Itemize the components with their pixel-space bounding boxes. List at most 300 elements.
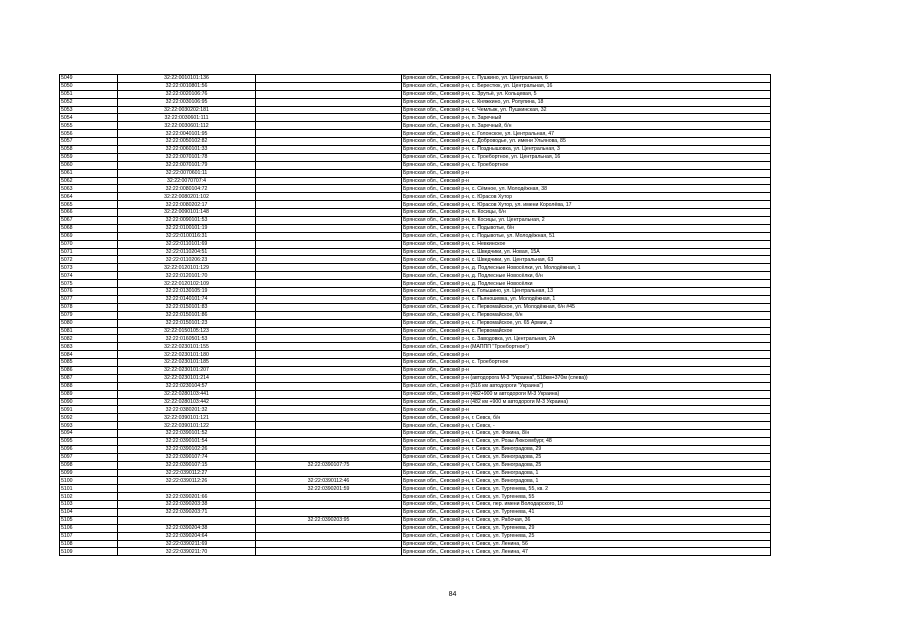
address-cell: Брянская обл., Севский р-н, д. Подлесные Новосёлки — [402, 280, 771, 288]
row-number-cell: 5050 — [60, 82, 118, 90]
table-row — [60, 240, 771, 248]
cadastral-number-cell: 32:22:0110204:51 — [118, 248, 256, 256]
table-row — [60, 232, 771, 240]
table-row — [60, 469, 771, 477]
previous-cadastral-number-cell — [256, 319, 402, 327]
cadastral-number-cell: 32:22:0130105:19 — [118, 288, 256, 296]
table-row — [60, 90, 771, 98]
address-cell: Брянская обл., Севский р-н, с. Шведчики, ул. Центральная, 63 — [402, 256, 771, 264]
cadastral-number-cell: 32:22:0070601:11 — [118, 169, 256, 177]
cadastral-number-cell: 32:22:0150101:83 — [118, 303, 256, 311]
table-row — [60, 177, 771, 185]
address-cell: Брянская обл., Севский р-н, г. Севск, ул. Фокина, 8/н — [402, 430, 771, 438]
cadastral-number-cell: 32:22:0090101:53 — [118, 217, 256, 225]
table-row — [60, 114, 771, 122]
table-row — [60, 430, 771, 438]
table-row — [60, 343, 771, 351]
cadastral-number-cell: 32:22:0150101:23 — [118, 319, 256, 327]
previous-cadastral-number-cell — [256, 288, 402, 296]
table-row — [60, 311, 771, 319]
row-number-cell: 5055 — [60, 122, 118, 130]
cadastral-number-cell: 32:22:0080202:17 — [118, 201, 256, 209]
row-number-cell: 5083 — [60, 343, 118, 351]
address-cell: Брянская обл., Севский р-н, д. Подлесные Новосёлки, б/н — [402, 272, 771, 280]
row-number-cell: 5102 — [60, 493, 118, 501]
table-row — [60, 461, 771, 469]
table-row — [60, 130, 771, 138]
previous-cadastral-number-cell — [256, 540, 402, 548]
address-cell: Брянская обл., Севский р-н, г. Севск, ул. Виноградова, 1 — [402, 477, 771, 485]
address-cell: Брянская обл., Севский р-н, п. Заречный — [402, 114, 771, 122]
address-cell: Брянская обл., Севский р-н, с. Троебортное, ул. Центральная, 16 — [402, 153, 771, 161]
row-number-cell: 5096 — [60, 445, 118, 453]
table-row — [60, 185, 771, 193]
row-number-cell: 5073 — [60, 264, 118, 272]
address-cell: Брянская обл., Севский р-н, с. Первомайское, ул. Молодёжная, б/н #45 — [402, 303, 771, 311]
cadastral-number-cell: 32:22:0120101:70 — [118, 272, 256, 280]
row-number-cell: 5095 — [60, 437, 118, 445]
row-number-cell: 5105 — [60, 516, 118, 524]
previous-cadastral-number-cell — [256, 264, 402, 272]
table-row — [60, 485, 771, 493]
row-number-cell: 5106 — [60, 524, 118, 532]
table-row — [60, 248, 771, 256]
previous-cadastral-number-cell — [256, 248, 402, 256]
table-row — [60, 122, 771, 130]
previous-cadastral-number-cell — [256, 398, 402, 406]
address-cell: Брянская обл., Севский р-н — [402, 366, 771, 374]
previous-cadastral-number-cell — [256, 493, 402, 501]
previous-cadastral-number-cell — [256, 90, 402, 98]
cadastral-number-cell: 32:22:0020106:76 — [118, 90, 256, 98]
cadastral-number-cell: 32:22:0230104:57 — [118, 382, 256, 390]
table-row — [60, 153, 771, 161]
row-number-cell: 5077 — [60, 295, 118, 303]
table-row — [60, 75, 771, 83]
row-number-cell: 5072 — [60, 256, 118, 264]
address-cell: Брянская обл., Севский р-н, с. Сёмное, ул. Молодёжная, 38 — [402, 185, 771, 193]
previous-cadastral-number-cell — [256, 422, 402, 430]
row-number-cell: 5104 — [60, 508, 118, 516]
table-row — [60, 382, 771, 390]
address-cell: Брянская обл., Севский р-н, с. Юрасов Хутор — [402, 193, 771, 201]
cadastral-number-cell: 32:22:0050102:82 — [118, 138, 256, 146]
previous-cadastral-number-cell — [256, 217, 402, 225]
table-row — [60, 256, 771, 264]
table-row — [60, 524, 771, 532]
cadastral-number-cell: 32:22:0390107:74 — [118, 453, 256, 461]
address-cell: Брянская обл., Севский р-н, п. Заречный, б/н — [402, 122, 771, 130]
cadastral-number-cell: 32:22:0100101:19 — [118, 224, 256, 232]
address-cell: Брянская обл., Севский р-н, с. Подывотье, ул. Молодёжная, 51 — [402, 232, 771, 240]
address-cell: Брянская обл., Севский р-н, г. Севск, ул. Виноградова, 29 — [402, 445, 771, 453]
row-number-cell: 5092 — [60, 414, 118, 422]
cadastral-number-cell: 32:22:0060101:33 — [118, 146, 256, 154]
row-number-cell: 5080 — [60, 319, 118, 327]
previous-cadastral-number-cell — [256, 366, 402, 374]
row-number-cell: 5065 — [60, 201, 118, 209]
cadastral-number-cell: 32:22:0140101:74 — [118, 295, 256, 303]
table-row — [60, 161, 771, 169]
table-row — [60, 501, 771, 509]
table-row — [60, 445, 771, 453]
previous-cadastral-number-cell — [256, 106, 402, 114]
row-number-cell: 5109 — [60, 548, 118, 556]
address-cell: Брянская обл., Севский р-н, с. Пьяношевка, ул. Молодёжная, 1 — [402, 295, 771, 303]
row-number-cell: 5079 — [60, 311, 118, 319]
table-row — [60, 406, 771, 414]
table-row — [60, 138, 771, 146]
previous-cadastral-number-cell — [256, 311, 402, 319]
cadastral-number-cell — [118, 485, 256, 493]
table-row — [60, 508, 771, 516]
table-row — [60, 288, 771, 296]
row-number-cell: 5107 — [60, 532, 118, 540]
previous-cadastral-number-cell: 32:22:0390107:75 — [256, 461, 402, 469]
previous-cadastral-number-cell — [256, 548, 402, 556]
address-cell: Брянская обл., Севский р-н (автодорога М-3 "Украина", 518км+370м (слева)) — [402, 374, 771, 382]
address-cell: Брянская обл., Севский р-н, г. Севск, б/н — [402, 414, 771, 422]
row-number-cell: 5091 — [60, 406, 118, 414]
address-cell: Брянская обл., Севский р-н, г. Севск, ул. Ленина, 56 — [402, 540, 771, 548]
cadastral-number-cell: 32:22:0390201:66 — [118, 493, 256, 501]
table-row — [60, 106, 771, 114]
row-number-cell: 5086 — [60, 366, 118, 374]
row-number-cell: 5060 — [60, 161, 118, 169]
table-row — [60, 532, 771, 540]
table-row — [60, 82, 771, 90]
previous-cadastral-number-cell — [256, 177, 402, 185]
previous-cadastral-number-cell — [256, 122, 402, 130]
row-number-cell: 5071 — [60, 248, 118, 256]
row-number-cell: 5070 — [60, 240, 118, 248]
table-row — [60, 272, 771, 280]
previous-cadastral-number-cell — [256, 501, 402, 509]
address-cell: Брянская обл., Севский р-н, п. Косицы, б/н — [402, 209, 771, 217]
cadastral-number-cell: 32:22:0390101:52 — [118, 430, 256, 438]
table-row — [60, 295, 771, 303]
address-cell: Брянская обл., Севский р-н, с. Первомайское, ул. 65 Армии, 2 — [402, 319, 771, 327]
row-number-cell: 5100 — [60, 477, 118, 485]
address-cell: Брянская обл., Севский р-н, с. Гольшино, ул. Центральная, 13 — [402, 288, 771, 296]
previous-cadastral-number-cell — [256, 153, 402, 161]
table-row — [60, 201, 771, 209]
row-number-cell: 5076 — [60, 288, 118, 296]
cadastral-number-cell — [118, 516, 256, 524]
address-cell: Брянская обл., Севский р-н (482 км +900 м автодороги М-3 Украина) — [402, 398, 771, 406]
cadastral-number-cell: 32:22:0390203:38 — [118, 501, 256, 509]
address-cell: Брянская обл., Севский р-н, г. Севск, ул. Ленина, 47 — [402, 548, 771, 556]
address-cell: Брянская обл., Севский р-н, г. Севск, ул. Рабочая, 36 — [402, 516, 771, 524]
previous-cadastral-number-cell — [256, 335, 402, 343]
address-cell: Брянская обл., Севский р-н — [402, 169, 771, 177]
address-cell: Брянская обл., Севский р-н, г. Севск, ул. Виноградова, 1 — [402, 469, 771, 477]
register-table-body — [60, 75, 771, 556]
table-row — [60, 359, 771, 367]
address-cell: Брянская обл., Севский р-н, с. Троебортное — [402, 359, 771, 367]
cadastral-number-cell: 32:22:0230101:180 — [118, 351, 256, 359]
cadastral-number-cell: 32:22:0100116:31 — [118, 232, 256, 240]
cadastral-number-cell: 32:22:0010101:136 — [118, 75, 256, 83]
cadastral-number-cell: 32:22:0230101:185 — [118, 359, 256, 367]
table-row — [60, 477, 771, 485]
previous-cadastral-number-cell — [256, 295, 402, 303]
address-cell: Брянская обл., Севский р-н, г. Севск, ул. Тургенева, 55, кв. 2 — [402, 485, 771, 493]
cadastral-number-cell: 32:22:0390203:71 — [118, 508, 256, 516]
cadastral-number-cell: 32:22:0090101:148 — [118, 209, 256, 217]
cadastral-number-cell: 32:22:0030106:95 — [118, 98, 256, 106]
previous-cadastral-number-cell — [256, 169, 402, 177]
previous-cadastral-number-cell — [256, 303, 402, 311]
row-number-cell: 5074 — [60, 272, 118, 280]
table-row — [60, 327, 771, 335]
row-number-cell: 5052 — [60, 98, 118, 106]
address-cell: Брянская обл., Севский р-н, г. Севск, ул. Розы Люксембург, 48 — [402, 437, 771, 445]
row-number-cell: 5093 — [60, 422, 118, 430]
previous-cadastral-number-cell — [256, 414, 402, 422]
cadastral-number-cell: 32:22:0390107:15 — [118, 461, 256, 469]
row-number-cell: 5068 — [60, 224, 118, 232]
row-number-cell: 5051 — [60, 90, 118, 98]
previous-cadastral-number-cell — [256, 209, 402, 217]
property-register-table — [59, 74, 771, 556]
cadastral-number-cell: 32:22:0030202:181 — [118, 106, 256, 114]
row-number-cell: 5090 — [60, 398, 118, 406]
table-row — [60, 209, 771, 217]
address-cell: Брянская обл., Севский р-н, с. Берестюк, ул. Центральная, 16 — [402, 82, 771, 90]
row-number-cell: 5058 — [60, 146, 118, 154]
address-cell: Брянская обл., Севский р-н, с. Пушкино, ул. Центральная, 6 — [402, 75, 771, 83]
row-number-cell: 5085 — [60, 359, 118, 367]
row-number-cell: 5054 — [60, 114, 118, 122]
address-cell: Брянская обл., Севский р-н, с. Доброводье, ул. имени Ульянова, 85 — [402, 138, 771, 146]
previous-cadastral-number-cell — [256, 453, 402, 461]
previous-cadastral-number-cell: 32:22:0390112:46 — [256, 477, 402, 485]
table-row — [60, 217, 771, 225]
row-number-cell: 5057 — [60, 138, 118, 146]
address-cell: Брянская обл., Севский р-н, д. Подлесные Новосёлки, ул. Молодёжная, 1 — [402, 264, 771, 272]
previous-cadastral-number-cell — [256, 437, 402, 445]
cadastral-number-cell: 32:22:0120101:129 — [118, 264, 256, 272]
previous-cadastral-number-cell — [256, 382, 402, 390]
previous-cadastral-number-cell — [256, 130, 402, 138]
cadastral-number-cell: 32:22:0150105:123 — [118, 327, 256, 335]
address-cell: Брянская обл., Севский р-н, г. Севск, ул. Тургенева, 55 — [402, 493, 771, 501]
previous-cadastral-number-cell — [256, 114, 402, 122]
row-number-cell: 5108 — [60, 540, 118, 548]
row-number-cell: 5088 — [60, 382, 118, 390]
table-row — [60, 264, 771, 272]
previous-cadastral-number-cell: 32:22:0390201:59 — [256, 485, 402, 493]
cadastral-number-cell: 32:22:0280103:441 — [118, 390, 256, 398]
row-number-cell: 5049 — [60, 75, 118, 83]
previous-cadastral-number-cell — [256, 240, 402, 248]
address-cell: Брянская обл., Севский р-н, г. Севск, ул. Тургенева, 25 — [402, 532, 771, 540]
row-number-cell: 5097 — [60, 453, 118, 461]
previous-cadastral-number-cell — [256, 430, 402, 438]
address-cell: Брянская обл., Севский р-н, с. Первомайское, б/н — [402, 311, 771, 319]
cadastral-number-cell: 32:22:0280103:442 — [118, 398, 256, 406]
table-row — [60, 390, 771, 398]
row-number-cell: 5087 — [60, 374, 118, 382]
address-cell: Брянская обл., Севский р-н, г. Севск, ул. Тургенева, 29 — [402, 524, 771, 532]
row-number-cell: 5099 — [60, 469, 118, 477]
previous-cadastral-number-cell — [256, 82, 402, 90]
cadastral-number-cell: 32:22:0390102:26 — [118, 445, 256, 453]
previous-cadastral-number-cell — [256, 146, 402, 154]
table-row — [60, 422, 771, 430]
row-number-cell: 5059 — [60, 153, 118, 161]
table-row — [60, 335, 771, 343]
cadastral-number-cell: 32:22:0160501:53 — [118, 335, 256, 343]
address-cell: Брянская обл., Севский р-н, с. Подывотье, б/н — [402, 224, 771, 232]
address-cell: Брянская обл., Севский р-н, г. Севск, пер. имени Володарского, 10 — [402, 501, 771, 509]
row-number-cell: 5098 — [60, 461, 118, 469]
table-row — [60, 540, 771, 548]
cadastral-number-cell: 32:22:0390211:69 — [118, 540, 256, 548]
row-number-cell: 5056 — [60, 130, 118, 138]
row-number-cell: 5089 — [60, 390, 118, 398]
address-cell: Брянская обл., Севский р-н (МАППП "Троебортное") — [402, 343, 771, 351]
table-row — [60, 516, 771, 524]
address-cell: Брянская обл., Севский р-н (516 км автодороги "Украина") — [402, 382, 771, 390]
previous-cadastral-number-cell — [256, 224, 402, 232]
previous-cadastral-number-cell — [256, 374, 402, 382]
cadastral-number-cell: 32:22:0030601:112 — [118, 122, 256, 130]
address-cell: Брянская обл., Севский р-н, г. Севск, ул. Виноградова, 25 — [402, 453, 771, 461]
table-row — [60, 319, 771, 327]
previous-cadastral-number-cell — [256, 272, 402, 280]
address-cell: Брянская обл., Севский р-н, г. Севск, ул. Тургенева, 41 — [402, 508, 771, 516]
cadastral-number-cell: 32:22:0230101:214 — [118, 374, 256, 382]
table-row — [60, 169, 771, 177]
row-number-cell: 5064 — [60, 193, 118, 201]
address-cell: Брянская обл., Севский р-н, с. Зрутьё, ул. Кольцевая, 5 — [402, 90, 771, 98]
cadastral-number-cell: 32:22:0080201:102 — [118, 193, 256, 201]
cadastral-number-cell: 32:22:0110206:23 — [118, 256, 256, 264]
previous-cadastral-number-cell — [256, 406, 402, 414]
previous-cadastral-number-cell — [256, 343, 402, 351]
row-number-cell: 5066 — [60, 209, 118, 217]
cadastral-number-cell: 32:22:0120102:109 — [118, 280, 256, 288]
cadastral-number-cell: 32:22:0040101:95 — [118, 130, 256, 138]
address-cell: Брянская обл., Севский р-н, с. Юрасов Хутор, ул. имени Королёва, 17 — [402, 201, 771, 209]
address-cell: Брянская обл., Севский р-н — [402, 406, 771, 414]
table-row — [60, 224, 771, 232]
row-number-cell: 5094 — [60, 430, 118, 438]
table-row — [60, 303, 771, 311]
cadastral-number-cell: 32:22:0390211:70 — [118, 548, 256, 556]
row-number-cell: 5067 — [60, 217, 118, 225]
address-cell: Брянская обл., Севский р-н (482+900 м автодороги М-3 Украина) — [402, 390, 771, 398]
previous-cadastral-number-cell — [256, 390, 402, 398]
row-number-cell: 5081 — [60, 327, 118, 335]
cadastral-number-cell: 32:22:0150101:86 — [118, 311, 256, 319]
cadastral-number-cell: 32:22:0070707:4 — [118, 177, 256, 185]
previous-cadastral-number-cell — [256, 469, 402, 477]
previous-cadastral-number-cell — [256, 232, 402, 240]
previous-cadastral-number-cell — [256, 201, 402, 209]
address-cell: Брянская обл., Севский р-н, с. Невкинское — [402, 240, 771, 248]
table-row — [60, 414, 771, 422]
cadastral-number-cell: 32:22:0080104:72 — [118, 185, 256, 193]
cadastral-number-cell: 32:22:0390112:26 — [118, 477, 256, 485]
previous-cadastral-number-cell — [256, 508, 402, 516]
cadastral-number-cell: 32:22:0230101:207 — [118, 366, 256, 374]
address-cell: Брянская обл., Севский р-н, с. Позднышовка, ул. Центральная, 3 — [402, 146, 771, 154]
address-cell: Брянская обл., Севский р-н, г. Севск, ул. Виноградова, 25 — [402, 461, 771, 469]
cadastral-number-cell: 32:22:0230101:155 — [118, 343, 256, 351]
previous-cadastral-number-cell — [256, 327, 402, 335]
cadastral-number-cell: 32:22:0390101:122 — [118, 422, 256, 430]
table-row — [60, 493, 771, 501]
address-cell: Брянская обл., Севский р-н, с. Голонское, ул. Центральная, 47 — [402, 130, 771, 138]
row-number-cell: 5078 — [60, 303, 118, 311]
table-row — [60, 398, 771, 406]
row-number-cell: 5084 — [60, 351, 118, 359]
previous-cadastral-number-cell — [256, 193, 402, 201]
previous-cadastral-number-cell — [256, 75, 402, 83]
previous-cadastral-number-cell — [256, 98, 402, 106]
previous-cadastral-number-cell — [256, 138, 402, 146]
row-number-cell: 5062 — [60, 177, 118, 185]
table-row — [60, 453, 771, 461]
row-number-cell: 5069 — [60, 232, 118, 240]
table-row — [60, 146, 771, 154]
previous-cadastral-number-cell — [256, 280, 402, 288]
table-row — [60, 193, 771, 201]
address-cell: Брянская обл., Севский р-н, с. Заводовка, ул. Центральная, 2А — [402, 335, 771, 343]
previous-cadastral-number-cell — [256, 185, 402, 193]
address-cell: Брянская обл., Севский р-н, с. Первомайское — [402, 327, 771, 335]
row-number-cell: 5053 — [60, 106, 118, 114]
address-cell: Брянская обл., Севский р-н, п. Косицы, ул. Центральная, 2 — [402, 217, 771, 225]
address-cell: Брянская обл., Севский р-н — [402, 177, 771, 185]
address-cell: Брянская обл., Севский р-н, с. Шведчики, ул. Новая, 15А — [402, 248, 771, 256]
previous-cadastral-number-cell: 32:22:0390203:95 — [256, 516, 402, 524]
table-row — [60, 280, 771, 288]
previous-cadastral-number-cell — [256, 351, 402, 359]
previous-cadastral-number-cell — [256, 256, 402, 264]
address-cell: Брянская обл., Севский р-н, с. Троебортное — [402, 161, 771, 169]
address-cell: Брянская обл., Севский р-н, с. Княжкино, ул. Ролупина, 18 — [402, 98, 771, 106]
cadastral-number-cell: 32:22:0010801:56 — [118, 82, 256, 90]
row-number-cell: 5101 — [60, 485, 118, 493]
cadastral-number-cell: 32:22:0030601:111 — [118, 114, 256, 122]
cadastral-number-cell: 32:22:0070101:78 — [118, 153, 256, 161]
cadastral-number-cell: 32:22:0390112:27 — [118, 469, 256, 477]
previous-cadastral-number-cell — [256, 532, 402, 540]
cadastral-number-cell: 32:22:0070101:79 — [118, 161, 256, 169]
previous-cadastral-number-cell — [256, 161, 402, 169]
row-number-cell: 5063 — [60, 185, 118, 193]
table-row — [60, 98, 771, 106]
address-cell: Брянская обл., Севский р-н, г. Севск, - — [402, 422, 771, 430]
table-row — [60, 351, 771, 359]
previous-cadastral-number-cell — [256, 445, 402, 453]
row-number-cell: 5082 — [60, 335, 118, 343]
cadastral-number-cell: 32:22:0390204:38 — [118, 524, 256, 532]
table-row — [60, 548, 771, 556]
address-cell: Брянская обл., Севский р-н, с. Чемлыж, ул. Пушкинская, 32 — [402, 106, 771, 114]
previous-cadastral-number-cell — [256, 524, 402, 532]
row-number-cell: 5075 — [60, 280, 118, 288]
table-row — [60, 437, 771, 445]
row-number-cell: 5103 — [60, 501, 118, 509]
table-row — [60, 374, 771, 382]
cadastral-number-cell: 32:22:0380201:32 — [118, 406, 256, 414]
cadastral-number-cell: 32:22:0390204:64 — [118, 532, 256, 540]
